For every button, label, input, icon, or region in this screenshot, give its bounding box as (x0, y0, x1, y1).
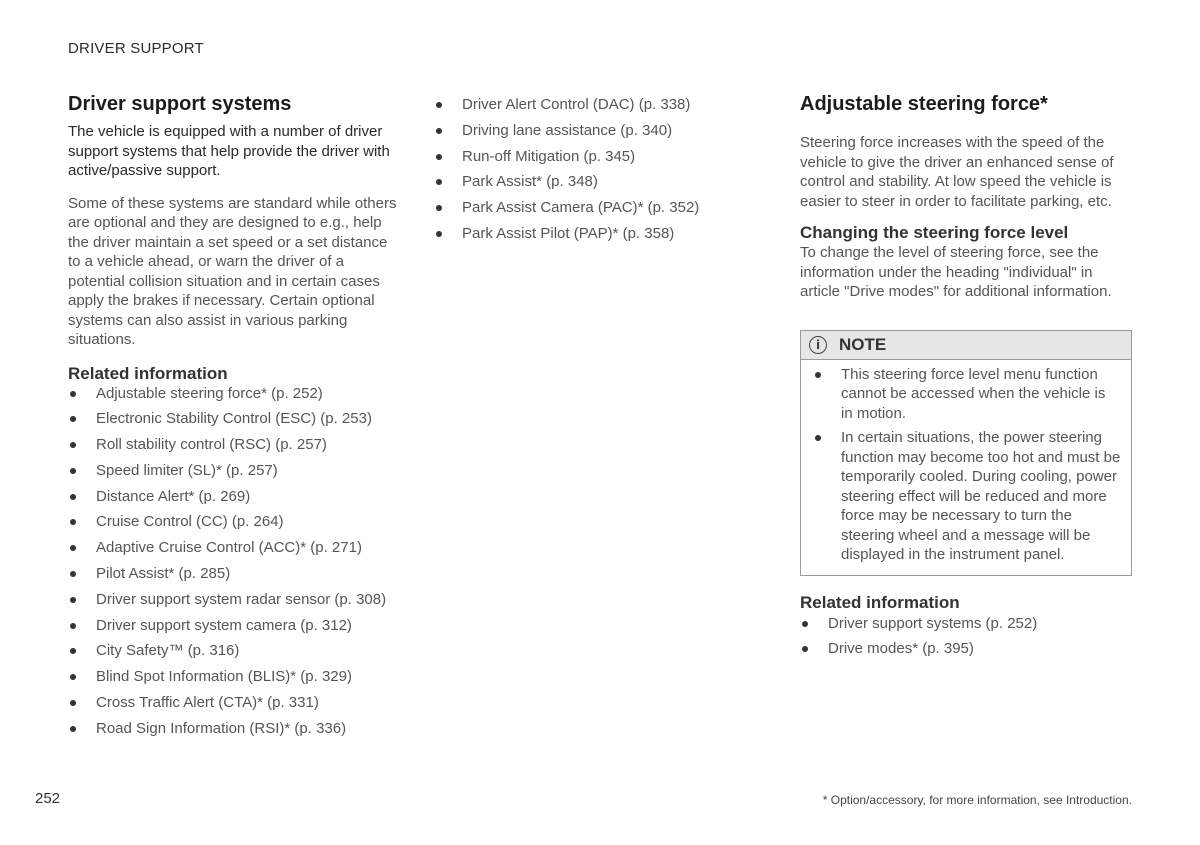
note-list (811, 365, 1121, 565)
subsection-paragraph: To change the level of steering force, see the information under the heading "individual" in article "Drive modes" for additional information. (800, 244, 1112, 300)
related-link[interactable]: Distance Alert* (p. 269) (68, 487, 404, 513)
note-item: This steering force level menu function cannot be accessed when the vehicle is in motion. (811, 365, 1121, 424)
related-link[interactable]: Park Assist Pilot (PAP)* (p. 358) (434, 224, 754, 250)
related-link[interactable]: Roll stability control (RSC) (p. 257) (68, 435, 404, 461)
related-info-heading: Related information (68, 363, 228, 383)
related-link[interactable]: Driver Alert Control (DAC) (p. 338) (434, 95, 754, 121)
body-paragraph: Some of these systems are standard while others are optional and they are designed to e.g., help the driver maintain a set speed or a set distance to a vehicle ahead, or warn the driver of a potential collision situation and in certain cases apply the brakes if necessary. Certain optional systems can also assist in various parking situations. (68, 194, 397, 348)
note-header (801, 331, 1131, 360)
subsection-heading: Changing the steering force level (800, 223, 1069, 242)
related-link[interactable]: Electronic Stability Control (ESC) (p. 253) (68, 409, 404, 435)
related-link[interactable]: Cruise Control (CC) (p. 264) (68, 512, 404, 538)
body-paragraph: Steering force increases with the speed of the vehicle to give the driver an enhanced sense of control and stability. At low speed the vehicle is easier to steer in order to facilitate parking, etc. (800, 134, 1114, 210)
note-box (800, 330, 1132, 576)
related-link[interactable]: Speed limiter (SL)* (p. 257) (68, 461, 404, 487)
page-number: 252 (35, 790, 61, 807)
related-link[interactable]: Park Assist Camera (PAC)* (p. 352) (434, 198, 754, 224)
note-body (801, 360, 1131, 575)
related-link[interactable]: Blind Spot Information (BLIS)* (p. 329) (68, 667, 404, 693)
column-middle (434, 95, 754, 250)
related-link[interactable]: Driver support system radar sensor (p. 308) (68, 590, 404, 616)
column-right (800, 93, 1132, 665)
info-icon: i (809, 336, 827, 354)
column-left (68, 93, 404, 745)
note-title: NOTE (839, 334, 887, 354)
related-link[interactable]: Drive modes* (p. 395) (800, 639, 1132, 665)
section-title: Driver support systems (68, 93, 292, 115)
related-link[interactable]: Road Sign Information (RSI)* (p. 336) (68, 719, 404, 745)
section-title: Adjustable steering force* (800, 93, 1048, 115)
footnote: * Option/accessory, for more information, see Introduction. (822, 793, 1132, 807)
related-links-list (68, 384, 404, 745)
related-links-list-continued (434, 95, 754, 250)
related-link[interactable]: Run-off Mitigation (p. 345) (434, 147, 754, 173)
note-item: In certain situations, the power steering function may become too hot and must be temporarily cooled. During cooling, power steering effect will be reduced and more force may be necessary to turn the steering wheel and a message will be displayed in the instrument panel. (811, 428, 1121, 565)
related-info-heading: Related information (800, 592, 960, 612)
related-link[interactable]: Adjustable steering force* (p. 252) (68, 384, 404, 410)
related-link[interactable]: Adaptive Cruise Control (ACC)* (p. 271) (68, 538, 404, 564)
related-links-list (800, 614, 1132, 666)
related-link[interactable]: Driver support system camera (p. 312) (68, 616, 404, 642)
related-link[interactable]: Driver support systems (p. 252) (800, 614, 1132, 640)
related-link[interactable]: Park Assist* (p. 348) (434, 172, 754, 198)
lead-paragraph: The vehicle is equipped with a number of driver support systems that help provide the driver with active/passive support. (68, 123, 390, 179)
related-link[interactable]: Cross Traffic Alert (CTA)* (p. 331) (68, 693, 404, 719)
related-link[interactable]: Driving lane assistance (p. 340) (434, 121, 754, 147)
section-header: DRIVER SUPPORT (68, 40, 204, 57)
related-link[interactable]: Pilot Assist* (p. 285) (68, 564, 404, 590)
related-link[interactable]: City Safety™ (p. 316) (68, 641, 404, 667)
